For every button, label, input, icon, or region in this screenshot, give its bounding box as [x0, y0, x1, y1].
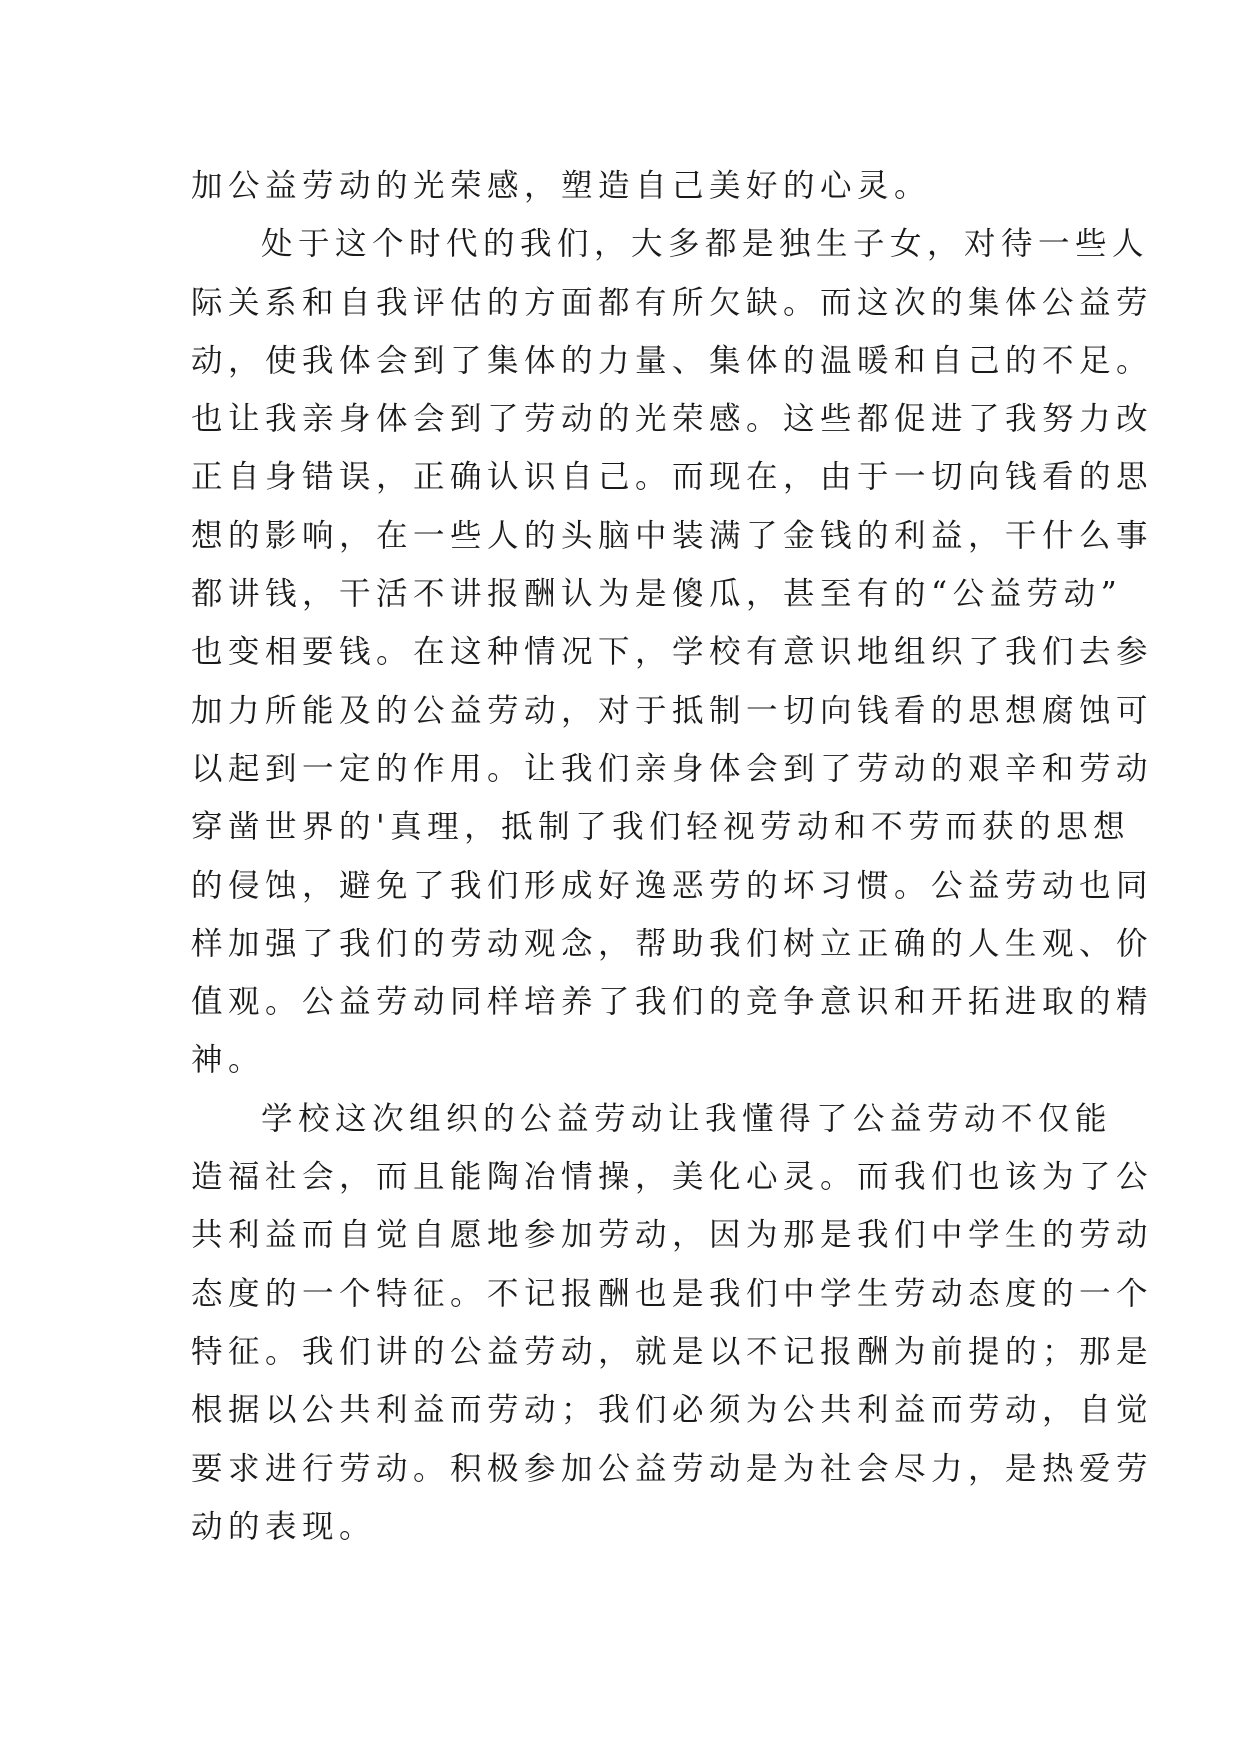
text-line: 特征。我们讲的公益劳动，就是以不记报酬为前提的；那是: [191, 1333, 1154, 1370]
text-line: 加力所能及的公益劳动，对于抵制一切向钱看的思想腐蚀可: [191, 692, 1154, 729]
text-line: 的侵蚀，避免了我们形成好逸恶劳的坏习惯。公益劳动也同: [191, 867, 1154, 904]
text-line-paragraph-start: 学校这次组织的公益劳动让我懂得了公益劳动不仅能: [261, 1100, 1113, 1137]
text-line: 际关系和自我评估的方面都有所欠缺。而这次的集体公益劳: [191, 284, 1154, 321]
text-line: 也让我亲身体会到了劳动的光荣感。这些都促进了我努力改: [191, 401, 1154, 438]
text-line: 穿凿世界的'真理，抵制了我们轻视劳动和不劳而获的思想: [191, 809, 1131, 846]
text-line: 值观。公益劳动同样培养了我们的竞争意识和开拓进取的精: [191, 984, 1154, 1021]
text-line: 正自身错误，正确认识自己。而现在，由于一切向钱看的思: [191, 459, 1154, 496]
text-line: 动，使我体会到了集体的力量、集体的温暖和自己的不足。: [191, 342, 1154, 379]
text-line: 都讲钱，干活不讲报酬认为是傻瓜，甚至有的“公益劳动”: [191, 576, 1123, 613]
text-line: 加公益劳动的光荣感，塑造自己美好的心灵。: [191, 168, 932, 204]
text-line: 共利益而自觉自愿地参加劳动，因为那是我们中学生的劳动: [191, 1217, 1154, 1254]
text-line: 也变相要钱。在这种情况下，学校有意识地组织了我们去参: [191, 634, 1154, 671]
text-line: 根据以公共利益而劳动；我们必须为公共利益而劳动，自觉: [191, 1392, 1154, 1429]
text-line-paragraph-start: 处于这个时代的我们，大多都是独生子女，对待一些人: [261, 226, 1150, 263]
text-line: 神。: [191, 1042, 266, 1079]
text-line: 动的表现。: [191, 1508, 377, 1545]
text-line: 要求进行劳动。积极参加公益劳动是为社会尽力，是热爱劳: [191, 1450, 1154, 1487]
document-body: [191, 157, 1154, 1556]
text-line: 样加强了我们的劳动观念，帮助我们树立正确的人生观、价: [191, 925, 1154, 962]
text-line: 以起到一定的作用。让我们亲身体会到了劳动的艰辛和劳动: [191, 750, 1154, 787]
text-line: 造福社会，而且能陶冶情操，美化心灵。而我们也该为了公: [191, 1159, 1154, 1196]
text-line: 态度的一个特征。不记报酬也是我们中学生劳动态度的一个: [191, 1275, 1154, 1312]
text-line: 想的影响，在一些人的头脑中装满了金钱的利益，干什么事: [191, 517, 1154, 554]
